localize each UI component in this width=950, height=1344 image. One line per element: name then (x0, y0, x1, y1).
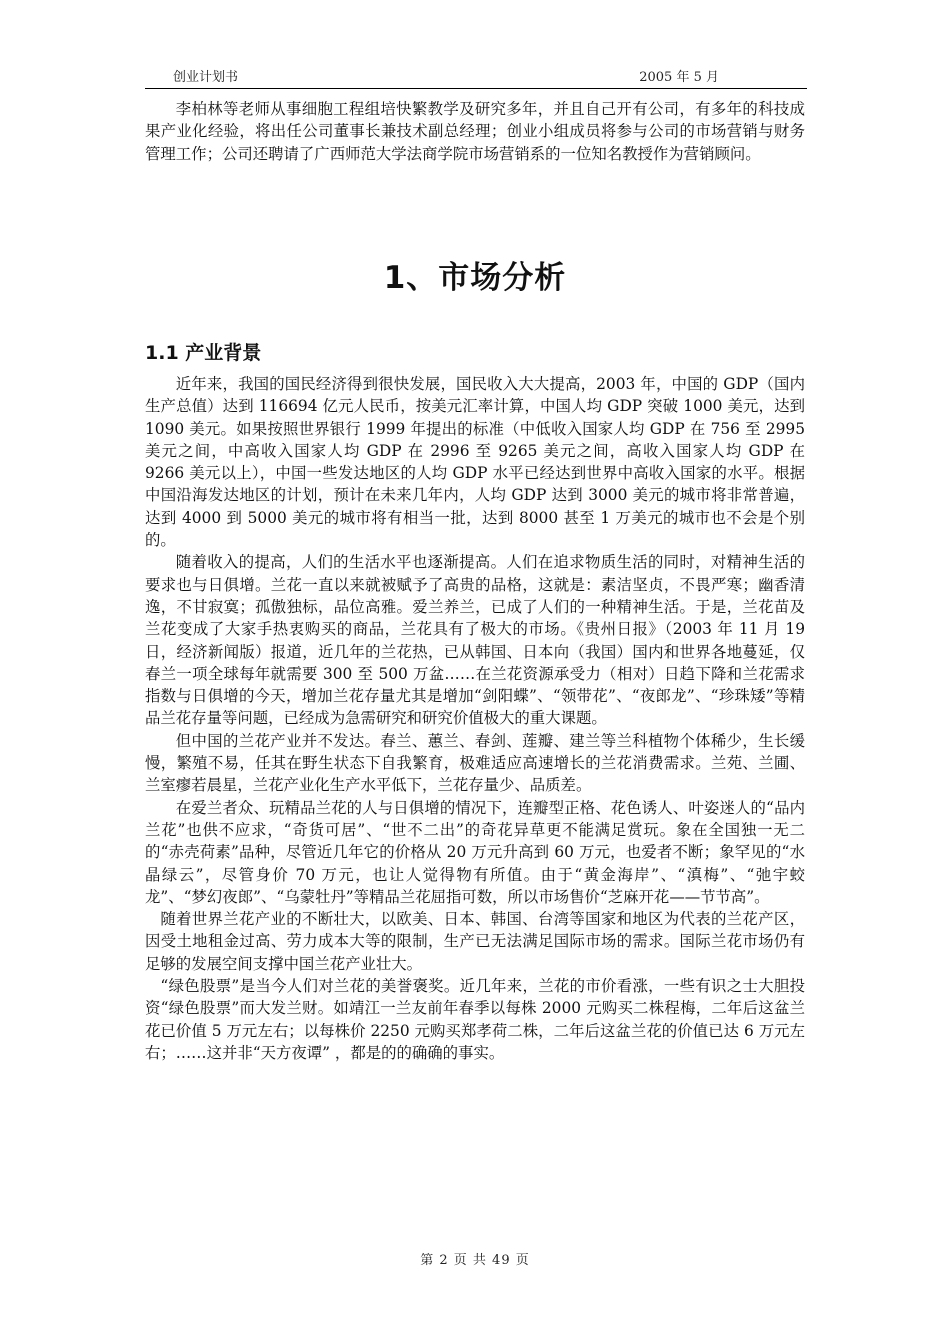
subsection-title: 1.1 产业背景 (145, 342, 262, 364)
header-divider (145, 88, 807, 89)
page-header (145, 66, 807, 86)
paragraph-premium-orchids: 在爱兰者众、玩精品兰花的人与日俱增的情况下，连瓣型正格、花色诱人、叶姿迷人的“品内兰花”也供不应求，“奇货可居”、“世不二出”的奇花异草更不能满足赏玩。象在全国独一无二的“赤壳荷素”品种，尽管近几年它的价格从 20 万元升高到 60 万元，也爱者不断；象罕见的“水晶绿云”，尽管身价 70 万元，也让人觉得物有所值。由于“黄金海岸”、“滇梅”、“弛宇蛟龙”、“梦幻夜郎”、“乌蒙牡丹”等精品兰花屈指可数，所以市场售价“芝麻开花——节节高”。 (145, 798, 805, 906)
page-footer: 第 2 页 共 49 页 (420, 1253, 530, 1268)
intro-block (145, 98, 805, 165)
paragraph-industry-status: 但中国的兰花产业并不发达。春兰、蕙兰、春剑、莲瓣、建兰等兰科植物个体稀少，生长缓慢，繁殖不易，任其在野生状态下自我繁育，极难适应高速增长的兰花消费需求。兰苑、兰圃、兰室瘳若晨星，兰花产业化生产水平低下，兰花存量少、品质差。 (145, 731, 805, 795)
header-date: 2005 年 5 月 (639, 70, 719, 85)
paragraph-orchid-market: 随着收入的提高，人们的生活水平也逐渐提高。人们在追求物质生活的同时，对精神生活的要求也与日俱增。兰花一直以来就被赋予了高贵的品格，这就是：素洁坚贞，不畏严寒；幽香清逸，不甘寂寞；孤傲独标，品位高雅。爱兰养兰，已成了人们的一种精神生活。于是，兰花苗及兰花变成了大家手热衷购买的商品，兰花具有了极大的市场。《贵州日报》（2003 年 11 月 19 日，经济新闻版）报道，近几年的兰花热，已从韩国、日本向（我国）国内和世界各地蔓延，仅春兰一项全球每年就需要 300 至 500 万盆……在兰花资源承受力（相对）日趋下降和兰花需求指数与日俱增的今天，增加兰花存量尤其是增加“剑阳蝶”、“领带花”、“夜郎龙”、“珍珠矮”等精品兰花存量等问题，已经成为急需研究和研究价值极大的重大课题。 (145, 553, 805, 728)
section-title: 1、市场分析 (383, 260, 567, 296)
section-content (145, 373, 805, 1064)
intro-paragraph: 李柏林等老师从事细胞工程组培快繁教学及研究多年，并且自己开有公司，有多年的科技成果产业化经验，将出任公司董事长兼技术副总经理；创业小组成员将参与公司的市场营销与财务管理工作；公司还聘请了广西师范大学法商学院市场营销系的一位知名教授作为营销顾问。 (145, 100, 805, 163)
paragraph-green-stock: “绿色股票”是当今人们对兰花的美誉褒奖。近几年来，兰花的市价看涨，一些有识之士大胆投资“绿色股票”而大发兰财。如靖江一兰友前年春季以每株 2000 元购买二株程梅，二年后这盆兰花已价值 5 万元左右；以每株价 2250 元购买郑孝荷二株，二年后这盆兰花的价值已达 6 万元左右；……这并非“天方夜谭” ，都是的的确确的事实。 (145, 977, 805, 1062)
header-title: 创业计划书 (173, 70, 239, 85)
paragraph-gdp: 近年来，我国的国民经济得到很快发展，国民收入大大提高，2003 年，中国的 GDP（国内生产总值）达到 116694 亿元人民币，按美元汇率计算，中国人均 GDP 突破 1000 美元，达到 1090 美元。如果按照世界银行 1999 年提出的标准（中低收入国家人均 GDP 在 756 至 2995 美元之间，中高收入国家人均 GDP 在 2996 至 9265 美元之间，高收入国家人均 GDP 在 9266 美元以上），中国一些发达地区的人均 GDP 水平已经达到世界中高收入国家的水平。根据中国沿海发达地区的计划，预计在未来几年内，人均 GDP 达到 3000 美元的城市将非常普遍，达到 4000 到 5000 美元的城市将有相当一批，达到 8000 甚至 1 万美元的城市也不会是个别的。 (145, 375, 805, 550)
paragraph-global-industry: 随着世界兰花产业的不断壮大，以欧美、日本、韩国、台湾等国家和地区为代表的兰花产区，因受土地租金过高、劳力成本大等的限制，生产已无法满足国际市场的需求。国际兰花市场仍有足够的发展空间支撑中国兰花产业壮大。 (145, 910, 805, 973)
